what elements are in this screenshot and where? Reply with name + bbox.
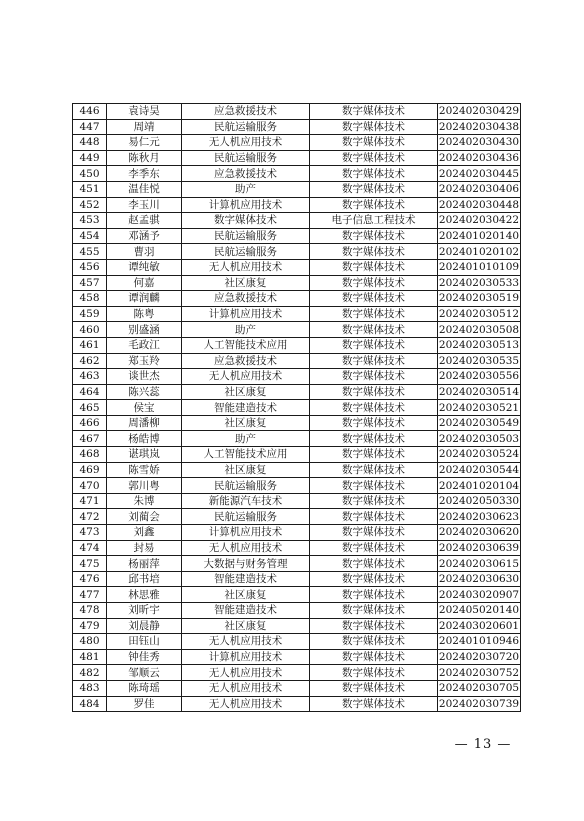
table-row bbox=[73, 150, 521, 166]
cell-name: 田钰山 bbox=[107, 634, 182, 650]
cell-no: 456 bbox=[73, 259, 107, 275]
table-row bbox=[73, 119, 521, 135]
cell-student-id: 202402030620 bbox=[438, 526, 520, 539]
cell-no: 471 bbox=[73, 493, 107, 509]
cell-no: 476 bbox=[73, 571, 107, 587]
table-row bbox=[73, 322, 521, 338]
cell-name: 邱书培 bbox=[107, 571, 182, 587]
student-transfer-table bbox=[72, 103, 521, 712]
cell-student-id: 202402030513 bbox=[438, 339, 520, 352]
table-row bbox=[73, 634, 521, 650]
cell-no: 477 bbox=[73, 587, 107, 603]
cell-student-id: 202402030535 bbox=[438, 354, 520, 367]
cell-to-major: 数字媒体技术 bbox=[310, 431, 438, 447]
cell-no: 454 bbox=[73, 228, 107, 244]
cell-from-major: 无人机应用技术 bbox=[182, 665, 310, 681]
cell-from-major: 社区康复 bbox=[182, 618, 310, 634]
cell-no: 464 bbox=[73, 384, 107, 400]
cell-from-major: 数字媒体技术 bbox=[182, 213, 310, 229]
cell-to-major: 数字媒体技术 bbox=[310, 384, 438, 400]
table-row bbox=[73, 478, 521, 494]
cell-from-major: 无人机应用技术 bbox=[182, 259, 310, 275]
cell-to-major: 数字媒体技术 bbox=[310, 244, 438, 260]
cell-student-id: 202402030752 bbox=[438, 666, 520, 679]
cell-to-major: 数字媒体技术 bbox=[310, 649, 438, 665]
table-row bbox=[73, 431, 521, 447]
cell-no: 446 bbox=[73, 104, 107, 120]
cell-no: 460 bbox=[73, 322, 107, 338]
cell-to-major: 数字媒体技术 bbox=[310, 509, 438, 525]
cell-to-major: 数字媒体技术 bbox=[310, 353, 438, 369]
cell-from-major: 无人机应用技术 bbox=[182, 369, 310, 385]
cell-name: 易仁元 bbox=[107, 135, 182, 151]
cell-from-major: 无人机应用技术 bbox=[182, 135, 310, 151]
cell-no: 480 bbox=[73, 634, 107, 650]
cell-no: 455 bbox=[73, 244, 107, 260]
cell-student-id: 202402030503 bbox=[438, 432, 520, 445]
cell-to-major: 数字媒体技术 bbox=[310, 322, 438, 338]
cell-no: 451 bbox=[73, 181, 107, 197]
cell-no: 469 bbox=[73, 462, 107, 478]
cell-student-id: 202402030639 bbox=[438, 541, 520, 554]
table-row bbox=[73, 369, 521, 385]
cell-from-major: 智能建造技术 bbox=[182, 400, 310, 416]
cell-to-major: 数字媒体技术 bbox=[310, 696, 438, 712]
cell-name: 林思雅 bbox=[107, 587, 182, 603]
table-row bbox=[73, 181, 521, 197]
table-row bbox=[73, 415, 521, 431]
cell-student-id: 202403020907 bbox=[438, 588, 520, 601]
cell-student-id: 202402030429 bbox=[438, 105, 520, 118]
cell-to-major: 数字媒体技术 bbox=[310, 447, 438, 463]
cell-from-major: 助产 bbox=[182, 431, 310, 447]
cell-to-major: 数字媒体技术 bbox=[310, 680, 438, 696]
cell-name: 周靖 bbox=[107, 119, 182, 135]
cell-from-major: 应急救援技术 bbox=[182, 291, 310, 307]
cell-name: 郭川粤 bbox=[107, 478, 182, 494]
cell-student-id: 202402030533 bbox=[438, 276, 520, 289]
cell-name: 温佳悦 bbox=[107, 181, 182, 197]
table-row bbox=[73, 462, 521, 478]
cell-no: 475 bbox=[73, 556, 107, 572]
cell-from-major: 计算机应用技术 bbox=[182, 649, 310, 665]
cell-no: 479 bbox=[73, 618, 107, 634]
cell-no: 457 bbox=[73, 275, 107, 291]
table-row bbox=[73, 213, 521, 229]
cell-to-major: 数字媒体技术 bbox=[310, 306, 438, 322]
cell-to-major: 数字媒体技术 bbox=[310, 525, 438, 541]
table-row bbox=[73, 104, 521, 120]
cell-student-id: 202402030514 bbox=[438, 385, 520, 398]
cell-name: 陈兴蕊 bbox=[107, 384, 182, 400]
cell-student-id: 202402030519 bbox=[438, 292, 520, 305]
cell-from-major: 计算机应用技术 bbox=[182, 306, 310, 322]
table-row bbox=[73, 228, 521, 244]
cell-from-major: 助产 bbox=[182, 322, 310, 338]
cell-to-major: 数字媒体技术 bbox=[310, 571, 438, 587]
table-row bbox=[73, 259, 521, 275]
cell-no: 467 bbox=[73, 431, 107, 447]
cell-name: 陈秋月 bbox=[107, 150, 182, 166]
table-row bbox=[73, 166, 521, 182]
cell-student-id: 202402030615 bbox=[438, 557, 520, 570]
cell-student-id: 202402030630 bbox=[438, 573, 520, 586]
table-row bbox=[73, 603, 521, 619]
cell-student-id: 202402030430 bbox=[438, 136, 520, 149]
cell-to-major: 数字媒体技术 bbox=[310, 150, 438, 166]
cell-from-major: 社区康复 bbox=[182, 415, 310, 431]
cell-name: 郑玉羚 bbox=[107, 353, 182, 369]
cell-to-major: 数字媒体技术 bbox=[310, 493, 438, 509]
cell-name: 毛政江 bbox=[107, 337, 182, 353]
cell-name: 谭润麟 bbox=[107, 291, 182, 307]
cell-student-id: 202401020140 bbox=[438, 230, 520, 243]
cell-from-major: 民航运输服务 bbox=[182, 119, 310, 135]
cell-student-id: 202401010946 bbox=[438, 635, 520, 648]
cell-to-major: 数字媒体技术 bbox=[310, 540, 438, 556]
cell-name: 李季东 bbox=[107, 166, 182, 182]
cell-student-id: 202402030623 bbox=[438, 510, 520, 523]
cell-from-major: 社区康复 bbox=[182, 384, 310, 400]
cell-name: 封易 bbox=[107, 540, 182, 556]
cell-to-major: 数字媒体技术 bbox=[310, 119, 438, 135]
cell-no: 482 bbox=[73, 665, 107, 681]
table-row bbox=[73, 571, 521, 587]
table-row bbox=[73, 337, 521, 353]
cell-from-major: 应急救援技术 bbox=[182, 104, 310, 120]
cell-from-major: 社区康复 bbox=[182, 462, 310, 478]
cell-name: 侯宝 bbox=[107, 400, 182, 416]
table-row bbox=[73, 291, 521, 307]
cell-student-id: 202405020140 bbox=[438, 604, 520, 617]
cell-student-id: 202403020601 bbox=[438, 619, 520, 632]
table-row bbox=[73, 680, 521, 696]
cell-from-major: 社区康复 bbox=[182, 275, 310, 291]
cell-to-major: 数字媒体技术 bbox=[310, 369, 438, 385]
cell-name: 赵孟骐 bbox=[107, 213, 182, 229]
cell-name: 陈粤 bbox=[107, 306, 182, 322]
cell-from-major: 应急救援技术 bbox=[182, 353, 310, 369]
cell-student-id: 202402030549 bbox=[438, 417, 520, 430]
cell-from-major: 人工智能技术应用 bbox=[182, 337, 310, 353]
cell-to-major: 数字媒体技术 bbox=[310, 603, 438, 619]
cell-no: 458 bbox=[73, 291, 107, 307]
cell-student-id: 202402030544 bbox=[438, 463, 520, 476]
cell-from-major: 新能源汽车技术 bbox=[182, 493, 310, 509]
cell-from-major: 民航运输服务 bbox=[182, 150, 310, 166]
cell-no: 453 bbox=[73, 213, 107, 229]
cell-no: 447 bbox=[73, 119, 107, 135]
cell-no: 465 bbox=[73, 400, 107, 416]
cell-from-major: 无人机应用技术 bbox=[182, 680, 310, 696]
cell-from-major: 民航运输服务 bbox=[182, 509, 310, 525]
cell-student-id: 202401020104 bbox=[438, 479, 520, 492]
table-row bbox=[73, 353, 521, 369]
cell-from-major: 民航运输服务 bbox=[182, 478, 310, 494]
cell-to-major: 数字媒体技术 bbox=[310, 259, 438, 275]
cell-to-major: 数字媒体技术 bbox=[310, 181, 438, 197]
cell-student-id: 202402030406 bbox=[438, 183, 520, 196]
table-row bbox=[73, 649, 521, 665]
cell-no: 463 bbox=[73, 369, 107, 385]
cell-no: 466 bbox=[73, 415, 107, 431]
table-row bbox=[73, 400, 521, 416]
table-row bbox=[73, 306, 521, 322]
cell-student-id: 202402030739 bbox=[438, 697, 520, 710]
page-number: — 13 — bbox=[454, 737, 512, 752]
cell-from-major: 无人机应用技术 bbox=[182, 634, 310, 650]
cell-student-id: 202402030524 bbox=[438, 448, 520, 461]
cell-name: 刘鑫 bbox=[107, 525, 182, 541]
cell-student-id: 202402030705 bbox=[438, 682, 520, 695]
table-row bbox=[73, 556, 521, 572]
cell-no: 470 bbox=[73, 478, 107, 494]
cell-to-major: 数字媒体技术 bbox=[310, 400, 438, 416]
cell-no: 478 bbox=[73, 603, 107, 619]
cell-no: 450 bbox=[73, 166, 107, 182]
cell-to-major: 电子信息工程技术 bbox=[310, 213, 438, 229]
cell-from-major: 智能建造技术 bbox=[182, 571, 310, 587]
cell-to-major: 数字媒体技术 bbox=[310, 275, 438, 291]
cell-name: 曹羽 bbox=[107, 244, 182, 260]
cell-name: 罗佳 bbox=[107, 696, 182, 712]
cell-student-id: 202402030521 bbox=[438, 401, 520, 414]
cell-to-major: 数字媒体技术 bbox=[310, 618, 438, 634]
table-row bbox=[73, 587, 521, 603]
cell-no: 468 bbox=[73, 447, 107, 463]
cell-no: 473 bbox=[73, 525, 107, 541]
cell-student-id: 202401020102 bbox=[438, 245, 520, 258]
cell-name: 刘昕宇 bbox=[107, 603, 182, 619]
table-row bbox=[73, 197, 521, 213]
cell-from-major: 计算机应用技术 bbox=[182, 525, 310, 541]
cell-name: 周潘柳 bbox=[107, 415, 182, 431]
cell-to-major: 数字媒体技术 bbox=[310, 478, 438, 494]
cell-from-major: 无人机应用技术 bbox=[182, 540, 310, 556]
cell-no: 481 bbox=[73, 649, 107, 665]
cell-name: 谭纯敏 bbox=[107, 259, 182, 275]
table-row bbox=[73, 618, 521, 634]
cell-student-id: 202402030436 bbox=[438, 152, 520, 165]
cell-to-major: 数字媒体技术 bbox=[310, 197, 438, 213]
cell-name: 谈世杰 bbox=[107, 369, 182, 385]
table-row bbox=[73, 244, 521, 260]
cell-from-major: 民航运输服务 bbox=[182, 244, 310, 260]
cell-no: 484 bbox=[73, 696, 107, 712]
table-row bbox=[73, 384, 521, 400]
cell-from-major: 智能建造技术 bbox=[182, 603, 310, 619]
cell-from-major: 民航运输服务 bbox=[182, 228, 310, 244]
cell-name: 朱博 bbox=[107, 493, 182, 509]
table-row bbox=[73, 525, 521, 541]
cell-from-major: 助产 bbox=[182, 181, 310, 197]
cell-no: 472 bbox=[73, 509, 107, 525]
cell-to-major: 数字媒体技术 bbox=[310, 291, 438, 307]
cell-student-id: 202402030422 bbox=[438, 214, 520, 227]
cell-to-major: 数字媒体技术 bbox=[310, 634, 438, 650]
cell-name: 邓涵予 bbox=[107, 228, 182, 244]
cell-name: 刘蔺会 bbox=[107, 509, 182, 525]
cell-student-id: 202401010109 bbox=[438, 261, 520, 274]
cell-name: 杨皓博 bbox=[107, 431, 182, 447]
cell-from-major: 人工智能技术应用 bbox=[182, 447, 310, 463]
cell-student-id: 202402030438 bbox=[438, 120, 520, 133]
cell-to-major: 数字媒体技术 bbox=[310, 337, 438, 353]
cell-name: 钟佳秀 bbox=[107, 649, 182, 665]
cell-from-major: 大数据与财务管理 bbox=[182, 556, 310, 572]
cell-student-id: 202402030445 bbox=[438, 167, 520, 180]
cell-student-id: 202402030508 bbox=[438, 323, 520, 336]
table-row bbox=[73, 540, 521, 556]
cell-name: 陈琦瑶 bbox=[107, 680, 182, 696]
cell-name: 谌琪岚 bbox=[107, 447, 182, 463]
cell-no: 474 bbox=[73, 540, 107, 556]
cell-to-major: 数字媒体技术 bbox=[310, 556, 438, 572]
cell-to-major: 数字媒体技术 bbox=[310, 665, 438, 681]
cell-from-major: 应急救援技术 bbox=[182, 166, 310, 182]
cell-to-major: 数字媒体技术 bbox=[310, 228, 438, 244]
cell-from-major: 计算机应用技术 bbox=[182, 197, 310, 213]
cell-student-id: 202402030448 bbox=[438, 198, 520, 211]
cell-no: 449 bbox=[73, 150, 107, 166]
cell-to-major: 数字媒体技术 bbox=[310, 415, 438, 431]
table-row bbox=[73, 696, 521, 712]
table-body bbox=[73, 104, 521, 712]
cell-no: 462 bbox=[73, 353, 107, 369]
cell-no: 461 bbox=[73, 337, 107, 353]
cell-name: 袁诗昊 bbox=[107, 104, 182, 120]
cell-name: 杨丽萍 bbox=[107, 556, 182, 572]
cell-name: 别盛涵 bbox=[107, 322, 182, 338]
cell-no: 448 bbox=[73, 135, 107, 151]
cell-no: 452 bbox=[73, 197, 107, 213]
cell-from-major: 无人机应用技术 bbox=[182, 696, 310, 712]
cell-from-major: 社区康复 bbox=[182, 587, 310, 603]
cell-name: 李玉川 bbox=[107, 197, 182, 213]
table-row bbox=[73, 665, 521, 681]
cell-no: 459 bbox=[73, 306, 107, 322]
cell-no: 483 bbox=[73, 680, 107, 696]
cell-student-id: 202402030556 bbox=[438, 370, 520, 383]
cell-to-major: 数字媒体技术 bbox=[310, 135, 438, 151]
cell-name: 陈雪娇 bbox=[107, 462, 182, 478]
cell-name: 何嘉 bbox=[107, 275, 182, 291]
cell-student-id: 202402050330 bbox=[438, 495, 520, 508]
cell-name: 刘晨静 bbox=[107, 618, 182, 634]
cell-to-major: 数字媒体技术 bbox=[310, 166, 438, 182]
table-row bbox=[73, 493, 521, 509]
table-row bbox=[73, 447, 521, 463]
cell-name: 邹顺云 bbox=[107, 665, 182, 681]
cell-to-major: 数字媒体技术 bbox=[310, 587, 438, 603]
cell-to-major: 数字媒体技术 bbox=[310, 104, 438, 120]
cell-student-id: 202402030512 bbox=[438, 308, 520, 321]
table-row bbox=[73, 509, 521, 525]
cell-student-id: 202402030720 bbox=[438, 651, 520, 664]
table-row bbox=[73, 135, 521, 151]
cell-to-major: 数字媒体技术 bbox=[310, 462, 438, 478]
table-row bbox=[73, 275, 521, 291]
